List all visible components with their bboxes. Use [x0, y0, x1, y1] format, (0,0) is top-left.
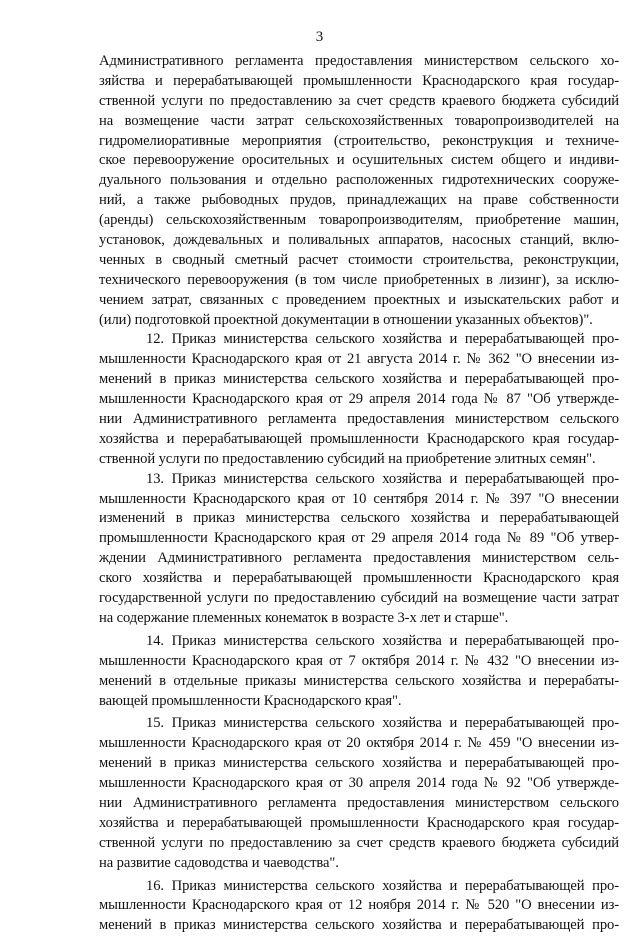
text-line: государственной услуги по предоставлению субсидий на возмещение части затрат — [99, 590, 619, 607]
text-line: дуального пользования и отдельно расположенных гидротехнических сооруже- — [99, 172, 619, 189]
text-line: менений в приказ министерства сельского хозяйства и перерабатывающей про- — [99, 371, 619, 388]
text-line: ское перевооружение оросительных и осушительных систем общего и индиви- — [99, 152, 619, 169]
text-line: хозяйства и перерабатывающей промышленности Краснодарского края государ- — [99, 814, 619, 831]
text-line: ний, а также рыбоводных прудов, принадлежащих на праве собственности — [99, 192, 619, 209]
text-line: зяйства и перерабатывающей промышленности Краснодарского края государ- — [99, 72, 619, 89]
text-line: 12. Приказ министерства сельского хозяйства и перерабатывающей про- — [146, 331, 619, 348]
text-line: ченных в сводный сметный расчет стоимости строительства, реконструкции, — [99, 251, 619, 268]
text-line: ственной услуги по предоставлению за счет средств краевого бюджета субсидий — [99, 834, 619, 851]
paragraph-11-continuation — [99, 52, 619, 330]
text-line: на содержание племенных конематок в возрасте 3-х лет и старше". — [99, 609, 509, 626]
text-line: менений в отдельные приказы министерства сельского хозяйства и перерабаты- — [99, 672, 619, 689]
text-line: гидромелиоративные мероприятия (строительство, реконструкция и техниче- — [99, 132, 619, 149]
text-line: Административного регламента предоставления министерством сельского хо- — [99, 53, 619, 69]
text-line: мышленности Краснодарского края от 20 октября 2014 г. № 459 "О внесении из- — [99, 735, 619, 752]
text-line: мышленности Краснодарского края от 21 августа 2014 г. № 362 "О внесении из- — [99, 351, 619, 368]
text-line: менений в приказ министерства сельского хозяйства и перерабатывающей про- — [99, 755, 619, 772]
text-line: (аренды) сельскохозяйственным товаропроизводителям, приобретение машин, — [99, 212, 619, 229]
text-line: менений в приказ министерства сельского хозяйства и перерабатывающей про- — [99, 917, 619, 934]
paragraph-item-14 — [99, 632, 619, 712]
text-line: мышленности Краснодарского края от 12 ноября 2014 г. № 520 "О внесении из- — [99, 897, 619, 914]
text-line: ственной услуги по предоставлению субсидий на приобретение элитных семян". — [99, 450, 596, 467]
text-line: изменений в приказ министерства сельского хозяйства и перерабатывающей — [99, 510, 619, 527]
page-number: 3 — [315, 29, 324, 45]
text-line: на развитие садоводства и чаеводства". — [99, 854, 339, 871]
paragraph-item-15 — [99, 714, 619, 873]
text-line: вающей промышленности Краснодарского края". — [99, 692, 402, 709]
text-line: мышленности Краснодарского края от 29 апреля 2014 года № 87 "Об утвержде- — [99, 391, 619, 408]
text-line: 13. Приказ министерства сельского хозяйства и перерабатывающей про- — [146, 470, 619, 487]
paragraph-item-12 — [99, 330, 619, 469]
text-line: 16. Приказ министерства сельского хозяйства и перерабатывающей про- — [146, 877, 619, 894]
text-line: нии Административного регламента предоставления министерством сельского — [99, 794, 619, 811]
text-line: промышленности Краснодарского края от 29 апреля 2014 года № 89 "Об утвер- — [99, 530, 619, 547]
text-line: установок, дождевальных и поливальных аппаратов, насосных станций, вклю- — [99, 232, 619, 249]
document-body — [99, 52, 619, 936]
text-line: 14. Приказ министерства сельского хозяйства и перерабатывающей про- — [146, 632, 619, 649]
text-line: (или) подготовкой проектной документации в отношении указанных объектов)". — [99, 311, 593, 328]
paragraph-item-13 — [99, 470, 619, 629]
text-line: чением затрат, связанных с проведением проектных и изыскательских работ и — [99, 291, 619, 308]
text-line: хозяйства и перерабатывающей промышленности Краснодарского края государ- — [99, 430, 619, 447]
text-line: мышленности Краснодарского края от 10 сентября 2014 г. № 397 "О внесении — [99, 490, 619, 507]
text-line: ждении Административного регламента предоставления министерством сель- — [99, 550, 619, 567]
text-line: мышленности Краснодарского края от 7 октября 2014 г. № 432 "О внесении из- — [99, 652, 619, 669]
text-line: 15. Приказ министерства сельского хозяйства и перерабатывающей про- — [146, 715, 619, 732]
text-line: технического перевооружения (в том числе приобретенных в лизинг), за исклю- — [99, 271, 619, 288]
text-line: нии Административного регламента предоставления министерством сельского — [99, 411, 619, 428]
text-line: ственной услуги по предоставлению за счет средств краевого бюджета субсидий — [99, 92, 619, 109]
paragraph-item-16 — [99, 877, 619, 936]
text-line: ского хозяйства и перерабатывающей промышленности Краснодарского края — [99, 570, 619, 587]
text-line: на возмещение части затрат сельскохозяйственных товаропроизводителей на — [99, 112, 619, 129]
text-line: мышленности Краснодарского края от 30 апреля 2014 года № 92 "Об утвержде- — [99, 775, 619, 792]
